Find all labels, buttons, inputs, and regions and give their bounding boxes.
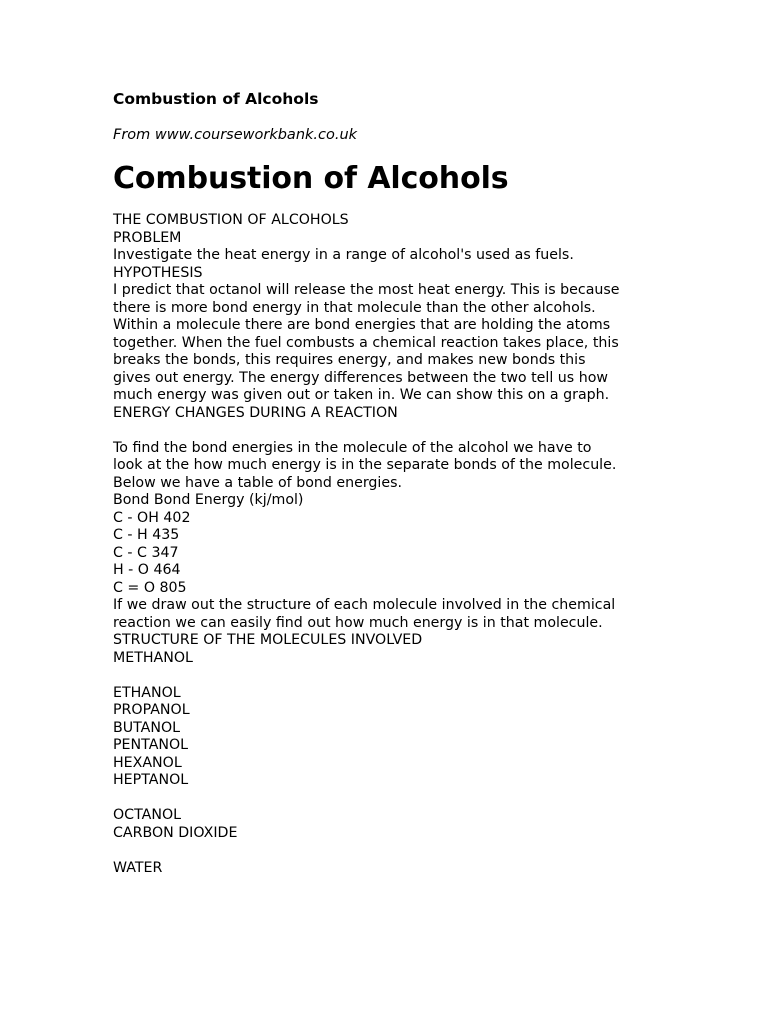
text-line: To find the bond energies in the molecule of the alcohol we have to [113,439,592,456]
page-title: Combustion of Alcohols [113,161,509,196]
text-line: HEPTANOL [113,772,189,788]
text-line: CARBON DIOXIDE [113,824,238,841]
text-line: Within a molecule there are bond energies that are holding the atoms [113,317,611,333]
text-line: WATER [113,859,163,876]
text-line: H - O 464 [113,562,181,578]
text-line: PENTANOL [113,737,189,753]
text-line: ENERGY CHANGES DURING A REACTION [113,404,398,421]
text-line: gives out energy. The energy differences between the two tell us how [113,369,608,386]
text-line: METHANOL [113,649,193,666]
text-line: breaks the bonds, this requires energy, and makes new bonds this [113,352,586,368]
document-header-title: Combustion of Alcohols [113,90,319,108]
text-line: OCTANOL [113,807,182,823]
text-line: together. When the fuel combusts a chemical reaction takes place, this [113,334,619,351]
text-line: C = O 805 [113,579,187,596]
text-line: THE COMBUSTION OF ALCOHOLS [113,212,349,228]
document-body [113,212,653,877]
text-line: ETHANOL [113,684,181,701]
text-line: BUTANOL [113,719,181,736]
text-line: Bond Bond Energy (kj/mol) [113,492,304,508]
text-line: I predict that octanol will release the most heat energy. This is because [113,282,620,298]
text-line: much energy was given out or taken in. We can show this on a graph. [113,387,610,403]
text-line: reaction we can easily find out how much energy is in that molecule. [113,614,603,631]
document-page [113,88,653,877]
blank-line [113,422,653,440]
text-line: If we draw out the structure of each molecule involved in the chemical [113,597,616,613]
text-line: PROBLEM [113,229,182,246]
blank-line [113,667,653,685]
text-line: look at the how much energy is in the separate bonds of the molecule. [113,457,617,473]
text-line: STRUCTURE OF THE MOLECULES INVOLVED [113,632,423,648]
blank-line [113,842,653,860]
text-line: Below we have a table of bond energies. [113,474,402,491]
text-line: HEXANOL [113,754,182,771]
text-line: Investigate the heat energy in a range of alcohol's used as fuels. [113,247,574,263]
text-line: HYPOTHESIS [113,264,203,281]
text-line: C - OH 402 [113,509,191,526]
text-line: PROPANOL [113,702,190,718]
source-attribution: From www.courseworkbank.co.uk [113,127,358,143]
text-line: C - C 347 [113,544,179,561]
text-line: there is more bond energy in that molecule than the other alcohols. [113,299,596,316]
text-line: C - H 435 [113,527,180,543]
blank-line [113,790,653,808]
